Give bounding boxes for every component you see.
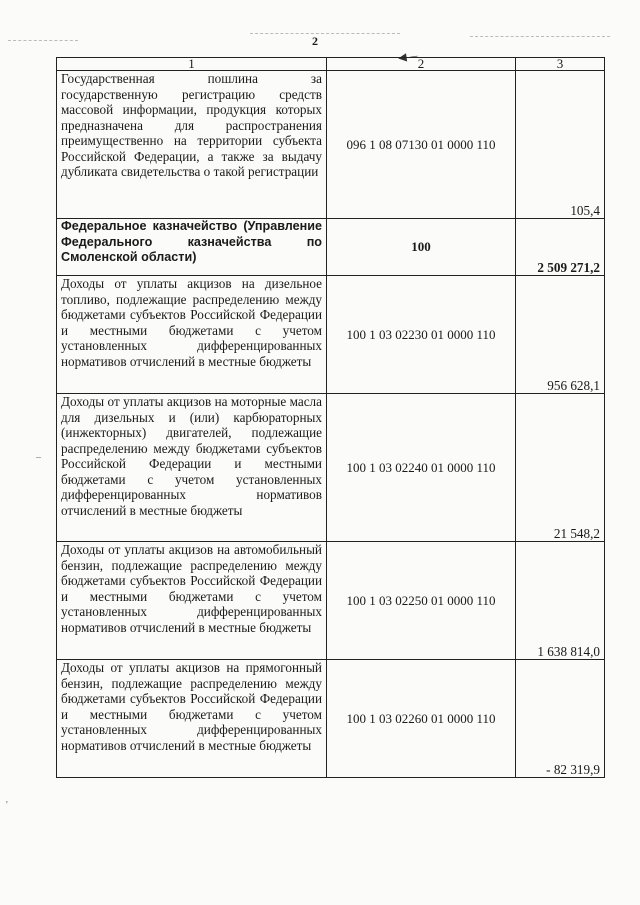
row-code: 100 1 03 02250 01 0000 110 (327, 542, 516, 660)
scan-artifact-line (250, 33, 400, 34)
row-amount: 1 638 814,0 (516, 542, 605, 660)
row-amount: 21 548,2 (516, 394, 605, 542)
revenue-table (56, 57, 605, 778)
row-code: 100 (327, 219, 516, 276)
row-description: Доходы от уплаты акцизов на моторные масла для дизельных и (или) карбюраторных (инжекторных) двигателей, подлежащие распределению между бюджетами субъектов Российской Федерации и местными бюджетами с учетом установленных дифференцированных нормативов отчислений в местные бюджеты (57, 394, 327, 542)
table-row (57, 219, 605, 276)
row-amount: 956 628,1 (516, 276, 605, 394)
page-number: 2 (312, 34, 318, 48)
column-header: 2 (327, 58, 516, 71)
margin-tick: ' (6, 800, 8, 811)
scan-artifact-line (470, 36, 610, 37)
row-amount: 105,4 (516, 71, 605, 219)
table-row (57, 394, 605, 542)
row-code: 096 1 08 07130 01 0000 110 (327, 71, 516, 219)
row-description: Доходы от уплаты акцизов на прямогонный бензин, подлежащие распределению между бюджетами субъектов Российской Федерации и местными бюджетами с учетом установленных дифференцированных нормативов отчислений в местные бюджеты (57, 660, 327, 778)
column-header: 3 (516, 58, 605, 71)
row-code: 100 1 03 02230 01 0000 110 (327, 276, 516, 394)
row-description: Доходы от уплаты акцизов на дизельное топливо, подлежащие распределению между бюджетами субъектов Российской Федерации и местными бюджетами с учетом установленных дифференцированных нормативов отчислений в местные бюджеты (57, 276, 327, 394)
row-description: Доходы от уплаты акцизов на автомобильный бензин, подлежащие распределению между бюджетами субъектов Российской Федерации и местными бюджетами с учетом установленных дифференцированных нормативов отчислений в местные бюджеты (57, 542, 327, 660)
margin-tick: – (36, 452, 41, 463)
row-code: 100 1 03 02240 01 0000 110 (327, 394, 516, 542)
row-amount: 2 509 271,2 (516, 219, 605, 276)
table-row (57, 276, 605, 394)
table-header-row (57, 58, 605, 71)
table-row (57, 660, 605, 778)
row-code: 100 1 03 02260 01 0000 110 (327, 660, 516, 778)
row-description: Федеральное казначейство (Управление Федерального казначейства по Смоленской области) (57, 219, 327, 276)
row-amount: - 82 319,9 (516, 660, 605, 778)
handwritten-mark: ◀— (397, 49, 419, 65)
table-row (57, 542, 605, 660)
row-description: Государственная пошлина за государственную регистрацию средств массовой информации, продукция которых предназначена для распространения преимущественно на территории субъекта Российской Федерации, а также за выдачу дубликата свидетельства о такой регистрации (57, 71, 327, 219)
scan-artifact-line (8, 40, 78, 41)
column-header: 1 (57, 58, 327, 71)
table-row (57, 71, 605, 219)
